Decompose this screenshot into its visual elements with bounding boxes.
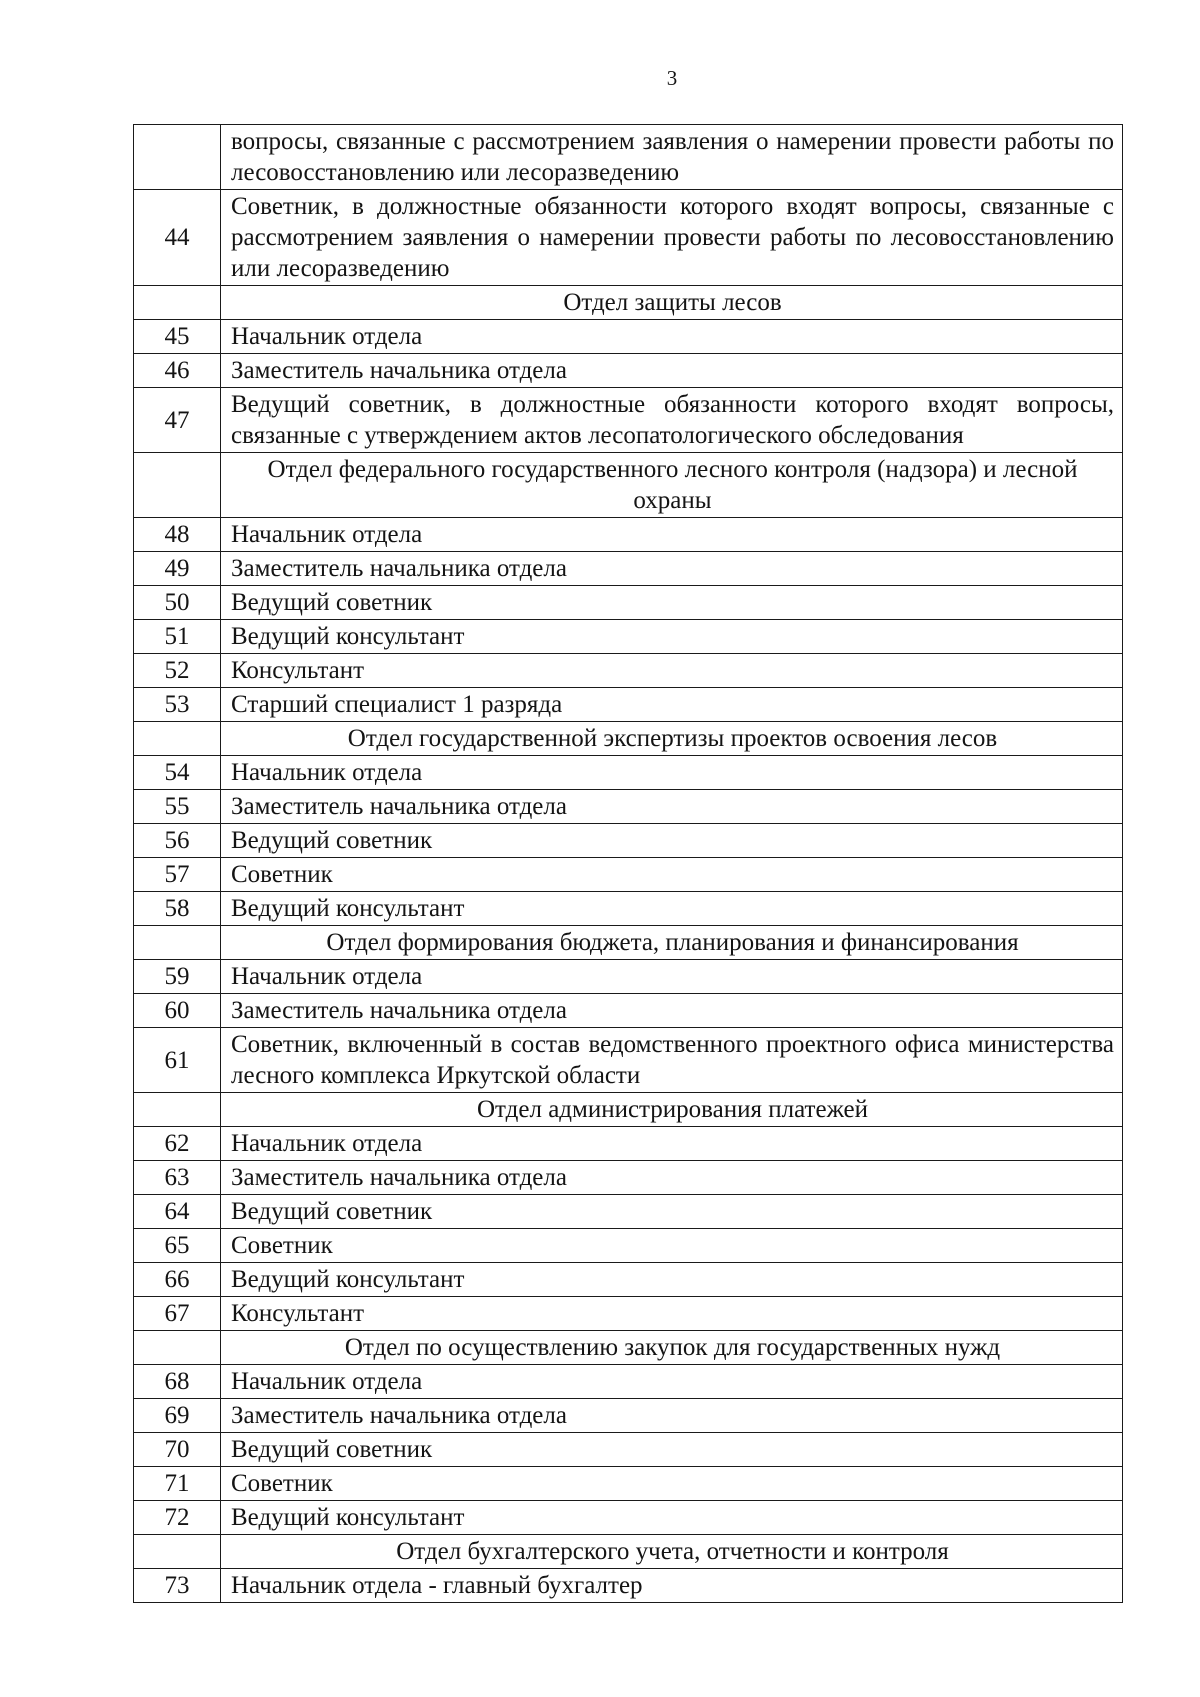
table-row bbox=[134, 1229, 1123, 1263]
position-title: Начальник отдела bbox=[221, 320, 1123, 354]
position-title: Начальник отдела bbox=[221, 1127, 1123, 1161]
row-number: 50 bbox=[134, 586, 221, 620]
table-row bbox=[134, 688, 1123, 722]
position-title: Ведущий консультант bbox=[221, 620, 1123, 654]
position-title: Заместитель начальника отдела bbox=[221, 552, 1123, 586]
position-title: Консультант bbox=[221, 654, 1123, 688]
table-row bbox=[134, 892, 1123, 926]
row-number: 45 bbox=[134, 320, 221, 354]
table-row bbox=[134, 790, 1123, 824]
section-title: Отдел государственной экспертизы проектов освоения лесов bbox=[221, 722, 1123, 756]
table-row bbox=[134, 1028, 1123, 1093]
row-number: 73 bbox=[134, 1569, 221, 1603]
row-number: 69 bbox=[134, 1399, 221, 1433]
table-row bbox=[134, 190, 1123, 286]
row-number: 51 bbox=[134, 620, 221, 654]
position-title: Заместитель начальника отдела bbox=[221, 1161, 1123, 1195]
position-title: Заместитель начальника отдела bbox=[221, 1399, 1123, 1433]
row-number: 60 bbox=[134, 994, 221, 1028]
position-title: Ведущий консультант bbox=[221, 1263, 1123, 1297]
row-number bbox=[134, 453, 221, 518]
row-number: 53 bbox=[134, 688, 221, 722]
page-number: 3 bbox=[666, 66, 678, 90]
position-title: Ведущий советник bbox=[221, 1433, 1123, 1467]
row-number: 48 bbox=[134, 518, 221, 552]
row-number bbox=[134, 1093, 221, 1127]
row-number: 54 bbox=[134, 756, 221, 790]
table-row bbox=[134, 1297, 1123, 1331]
positions-table bbox=[133, 124, 1123, 1603]
position-title: Ведущий советник, в должностные обязанности которого входят вопросы, связанные с утверждением актов лесопатологического обследования bbox=[221, 388, 1123, 453]
position-title: Советник bbox=[221, 1467, 1123, 1501]
row-number bbox=[134, 1331, 221, 1365]
row-number: 63 bbox=[134, 1161, 221, 1195]
section-title: Отдел формирования бюджета, планирования и финансирования bbox=[221, 926, 1123, 960]
position-title: вопросы, связанные с рассмотрением заявления о намерении провести работы по лесовосстановлению или лесоразведению bbox=[221, 125, 1123, 190]
table-row bbox=[134, 1127, 1123, 1161]
position-title: Ведущий советник bbox=[221, 1195, 1123, 1229]
row-number bbox=[134, 286, 221, 320]
row-number: 65 bbox=[134, 1229, 221, 1263]
table-row bbox=[134, 858, 1123, 892]
section-header-row bbox=[134, 286, 1123, 320]
position-title: Ведущий советник bbox=[221, 586, 1123, 620]
row-number: 61 bbox=[134, 1028, 221, 1093]
row-number: 64 bbox=[134, 1195, 221, 1229]
row-number bbox=[134, 722, 221, 756]
position-title: Заместитель начальника отдела bbox=[221, 994, 1123, 1028]
row-number: 46 bbox=[134, 354, 221, 388]
table-row bbox=[134, 824, 1123, 858]
section-header-row bbox=[134, 1331, 1123, 1365]
row-number: 66 bbox=[134, 1263, 221, 1297]
table-row bbox=[134, 388, 1123, 453]
position-title: Начальник отдела bbox=[221, 756, 1123, 790]
row-number: 57 bbox=[134, 858, 221, 892]
position-title: Советник, в должностные обязанности которого входят вопросы, связанные с рассмотрением заявления о намерении провести работы по лесовосстановлению или лесоразведению bbox=[221, 190, 1123, 286]
section-header-row bbox=[134, 1093, 1123, 1127]
row-number bbox=[134, 125, 221, 190]
table-row bbox=[134, 125, 1123, 190]
section-title: Отдел по осуществлению закупок для государственных нужд bbox=[221, 1331, 1123, 1365]
row-number: 44 bbox=[134, 190, 221, 286]
row-number: 47 bbox=[134, 388, 221, 453]
row-number: 55 bbox=[134, 790, 221, 824]
section-title: Отдел бухгалтерского учета, отчетности и контроля bbox=[221, 1535, 1123, 1569]
table-row bbox=[134, 1161, 1123, 1195]
position-title: Заместитель начальника отдела bbox=[221, 354, 1123, 388]
section-header-row bbox=[134, 722, 1123, 756]
position-title: Советник bbox=[221, 1229, 1123, 1263]
row-number: 62 bbox=[134, 1127, 221, 1161]
row-number: 52 bbox=[134, 654, 221, 688]
position-title: Начальник отдела bbox=[221, 518, 1123, 552]
position-title: Советник bbox=[221, 858, 1123, 892]
row-number: 67 bbox=[134, 1297, 221, 1331]
position-title: Начальник отдела - главный бухгалтер bbox=[221, 1569, 1123, 1603]
row-number: 49 bbox=[134, 552, 221, 586]
table-row bbox=[134, 1365, 1123, 1399]
table-row bbox=[134, 654, 1123, 688]
table-row bbox=[134, 586, 1123, 620]
position-title: Советник, включенный в состав ведомственного проектного офиса министерства лесного комплекса Иркутской области bbox=[221, 1028, 1123, 1093]
table-row bbox=[134, 320, 1123, 354]
table-row bbox=[134, 1195, 1123, 1229]
section-title: Отдел администрирования платежей bbox=[221, 1093, 1123, 1127]
table-row bbox=[134, 552, 1123, 586]
table-row bbox=[134, 354, 1123, 388]
table-row bbox=[134, 1399, 1123, 1433]
table-row bbox=[134, 1263, 1123, 1297]
position-title: Старший специалист 1 разряда bbox=[221, 688, 1123, 722]
position-title: Ведущий консультант bbox=[221, 1501, 1123, 1535]
position-title: Начальник отдела bbox=[221, 960, 1123, 994]
row-number: 59 bbox=[134, 960, 221, 994]
table-row bbox=[134, 1501, 1123, 1535]
section-header-row bbox=[134, 926, 1123, 960]
position-title: Ведущий консультант bbox=[221, 892, 1123, 926]
table-row bbox=[134, 1569, 1123, 1603]
section-header-row bbox=[134, 453, 1123, 518]
position-title: Консультант bbox=[221, 1297, 1123, 1331]
table-row bbox=[134, 518, 1123, 552]
table-row bbox=[134, 1467, 1123, 1501]
row-number: 56 bbox=[134, 824, 221, 858]
row-number bbox=[134, 1535, 221, 1569]
row-number bbox=[134, 926, 221, 960]
position-title: Начальник отдела bbox=[221, 1365, 1123, 1399]
row-number: 68 bbox=[134, 1365, 221, 1399]
row-number: 72 bbox=[134, 1501, 221, 1535]
section-title: Отдел защиты лесов bbox=[221, 286, 1123, 320]
section-header-row bbox=[134, 1535, 1123, 1569]
positions-table-body bbox=[134, 125, 1123, 1603]
table-row bbox=[134, 994, 1123, 1028]
table-row bbox=[134, 620, 1123, 654]
row-number: 58 bbox=[134, 892, 221, 926]
table-row bbox=[134, 756, 1123, 790]
row-number: 70 bbox=[134, 1433, 221, 1467]
table-row bbox=[134, 960, 1123, 994]
position-title: Ведущий советник bbox=[221, 824, 1123, 858]
row-number: 71 bbox=[134, 1467, 221, 1501]
table-row bbox=[134, 1433, 1123, 1467]
section-title: Отдел федерального государственного лесного контроля (надзора) и лесной охраны bbox=[221, 453, 1123, 518]
position-title: Заместитель начальника отдела bbox=[221, 790, 1123, 824]
